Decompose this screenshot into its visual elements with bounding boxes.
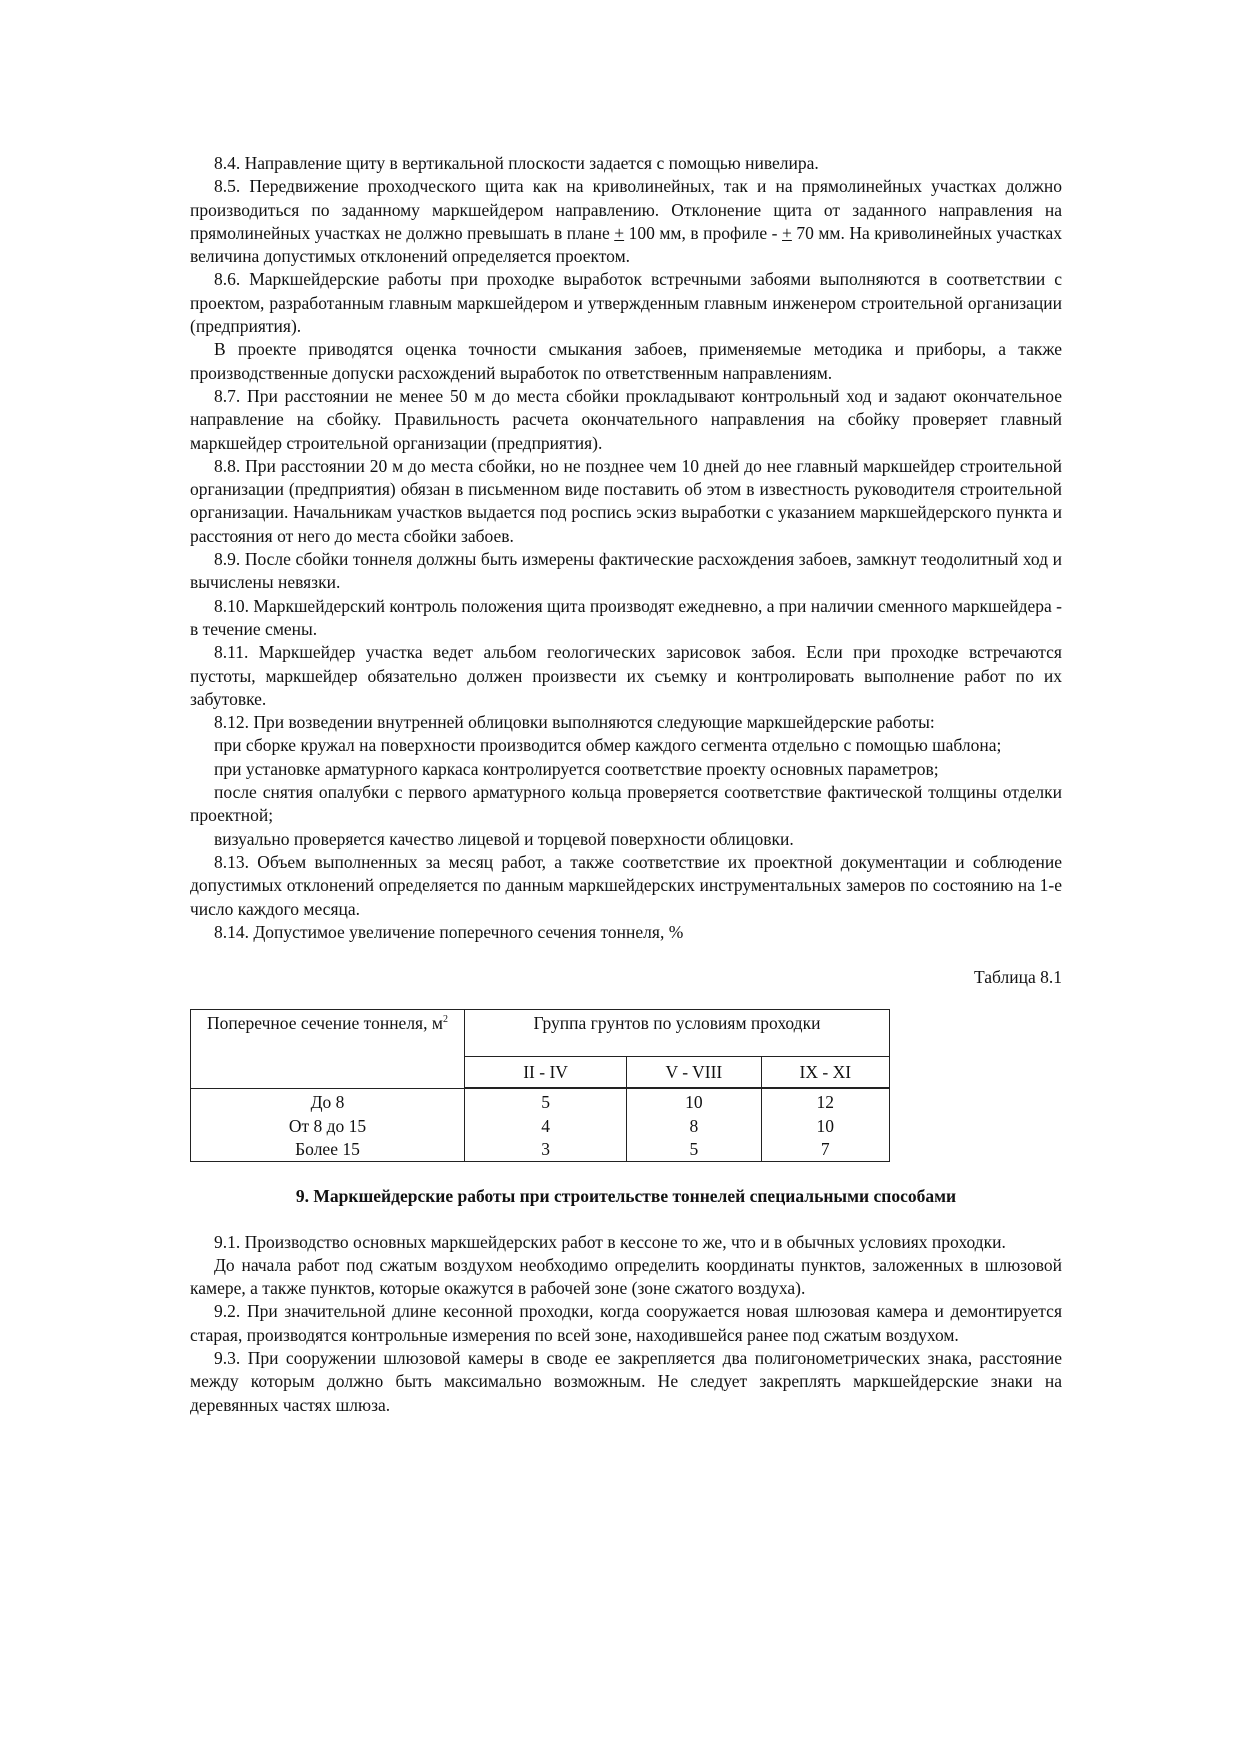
paragraph-8-5-part: 100 мм, в профиле - bbox=[624, 222, 782, 243]
table-cell: 3 bbox=[464, 1138, 626, 1162]
header-cross-section-label: Поперечное сечение тоннеля, м bbox=[207, 1013, 443, 1034]
table-cell: 10 bbox=[761, 1115, 889, 1138]
plus-minus-sign: + bbox=[614, 222, 625, 243]
paragraph-8-14: 8.14. Допустимое увеличение поперечного сечения тоннеля, % bbox=[214, 921, 684, 942]
table-header-row bbox=[191, 1010, 890, 1057]
paragraph-8-5-part: 8.5. Передвижение проходческого щита как на криволинейных, так и на прямолинейных участках должно производиться по заданному маркшейдером направлению. Отклонение щита от заданного направления на прямолинейных участках не должно превышать в плане bbox=[190, 176, 1062, 243]
paragraph-9-2: 9.2. При значительной длине кесонной проходки, когда сооружается новая шлюзовая камера и демонтируется старая, производятся контрольные измерения по всей зоне, находившейся ранее под сжатым воздухом. bbox=[190, 1301, 1062, 1345]
table-cell: 5 bbox=[464, 1088, 626, 1114]
table-cell: Более 15 bbox=[191, 1138, 465, 1162]
table-header-soil-group: Группа грунтов по условиям проходки bbox=[464, 1010, 889, 1057]
paragraph-8-12-item-2: при установке арматурного каркаса контролируется соответствие проекту основных параметров; bbox=[214, 758, 939, 779]
paragraph-8-6-continued: В проекте приводятся оценка точности смыкания забоев, применяемые методика и приборы, а также производственные допуски расхождений выработок по ответственным направлениям. bbox=[190, 339, 1062, 383]
table-row bbox=[191, 1138, 890, 1162]
table-cell: 12 bbox=[761, 1088, 889, 1114]
paragraph-8-12-item-3: после снятия опалубки с первого арматурного кольца проверяется соответствие фактической толщины отделки проектной; bbox=[190, 782, 1062, 826]
table-subheader-cell: IX - XI bbox=[761, 1057, 889, 1089]
table-cell: 5 bbox=[627, 1138, 761, 1162]
plus-minus-sign: + bbox=[782, 222, 792, 243]
table-cell: До 8 bbox=[191, 1088, 465, 1114]
document-page bbox=[190, 152, 1062, 1417]
paragraph-8-12-item-4: визуально проверяется качество лицевой и торцевой поверхности облицовки. bbox=[214, 828, 794, 849]
paragraph-8-7: 8.7. При расстоянии не менее 50 м до места сбойки прокладывают контрольный ход и задают окончательное направление на сбойку. Правильность расчета окончательного направления на сбойку проверяет главный маркшейдер строительной организации (предприятия). bbox=[190, 385, 1062, 453]
section-heading: 9. Маркшейдерские работы при строительстве тоннелей специальными способами bbox=[295, 1186, 957, 1207]
table-row bbox=[191, 1115, 890, 1138]
paragraph-8-5-part: 70 мм. На криволинейных участках величина допустимых отклонений определяется проектом. bbox=[190, 222, 1062, 267]
header-unit-superscript: 2 bbox=[442, 1014, 448, 1026]
paragraph-8-4: 8.4. Направление щиту в вертикальной плоскости задается с помощью нивелира. bbox=[214, 153, 819, 173]
table-caption: Таблица 8.1 bbox=[974, 967, 1062, 988]
table-subheader-cell: II - IV bbox=[464, 1057, 626, 1089]
table-cell: 8 bbox=[627, 1115, 761, 1138]
tolerance-table bbox=[190, 1009, 890, 1162]
paragraph-8-8: 8.8. При расстоянии 20 м до места сбойки, но не позднее чем 10 дней до нее главный маркшейдер строительной организации (предприятия) обязан в письменном виде поставить об этом в известность руководителя строительной организации. Начальникам участков выдается под роспись эскиз выработки с указанием маркшейдерского пункта и расстояния от него до места сбойки забоев. bbox=[190, 455, 1062, 546]
paragraph-9-3: 9.3. При сооружении шлюзовой камеры в своде ее закрепляется два полигонометрических знака, расстояние между которым должно быть максимально возможным. Не следует закреплять маркшейдерские знаки на деревянных частях шлюза. bbox=[190, 1348, 1062, 1415]
paragraph-8-13: 8.13. Объем выполненных за месяц работ, а также соответствие их проектной документации и соблюдение допустимых отклонений определяется по данным маркшейдерских инструментальных замеров по состоянию на 1-е число каждого месяца. bbox=[190, 851, 1062, 919]
paragraph-8-5 bbox=[190, 175, 1062, 268]
table-header-cross-section bbox=[191, 1010, 465, 1089]
paragraph-8-12-item-1: при сборке кружал на поверхности производится обмер каждого сегмента отдельно с помощью шаблона; bbox=[214, 735, 1002, 756]
table-cell: 10 bbox=[627, 1088, 761, 1114]
paragraph-9-1: 9.1. Производство основных маркшейдерских работ в кессоне то же, что и в обычных условиях проходки. bbox=[214, 1231, 1006, 1252]
paragraph-8-11: 8.11. Маркшейдер участка ведет альбом геологических зарисовок забоя. Если при проходке встречаются пустоты, маркшейдер обязательно должен произвести их съемку и контролировать выполнение работ по их забутовке. bbox=[190, 642, 1062, 709]
table-cell: 7 bbox=[761, 1138, 889, 1162]
table-cell: От 8 до 15 bbox=[191, 1115, 465, 1138]
paragraph-8-9: 8.9. После сбойки тоннеля должны быть измерены фактические расхождения забоев, замкнут теодолитный ход и вычислены невязки. bbox=[190, 549, 1062, 593]
paragraph-8-12: 8.12. При возведении внутренней облицовки выполняются следующие маркшейдерские работы: bbox=[214, 712, 935, 733]
table-subheader-cell: V - VIII bbox=[627, 1057, 761, 1089]
paragraph-8-10: 8.10. Маркшейдерский контроль положения щита производят ежедневно, а при наличии сменного маркшейдера - в течение смены. bbox=[190, 595, 1062, 639]
paragraph-8-6: 8.6. Маркшейдерские работы при проходке выработок встречными забоями выполняются в соответствии с проектом, разработанным главным маркшейдером и утвержденным главным инженером строительной организации (предприятия). bbox=[190, 269, 1062, 337]
table-cell: 4 bbox=[464, 1115, 626, 1138]
paragraph-9-1-continued: До начала работ под сжатым воздухом необходимо определить координаты пунктов, заложенных в шлюзовой камере, а также пунктов, которые окажутся в рабочей зоне (зоне сжатого воздуха). bbox=[190, 1254, 1062, 1299]
table-row bbox=[191, 1088, 890, 1114]
